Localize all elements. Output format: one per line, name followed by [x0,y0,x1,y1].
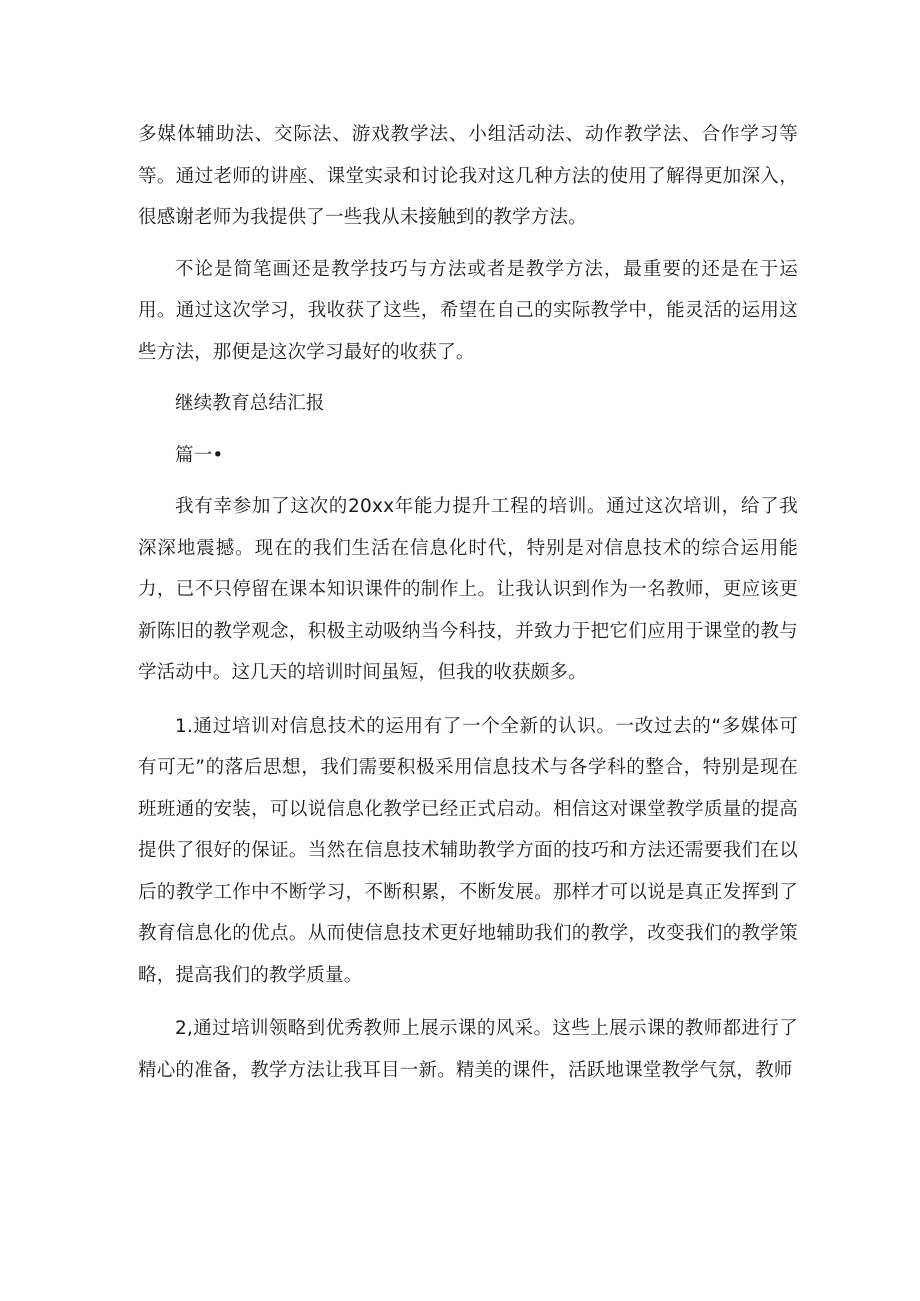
paragraph-training-intro: 我有幸参加了这次的20xx年能力提升工程的培训。通过这次培训，给了我深深地震撼。现在的我们生活在信息化时代，特别是对信息技术的综合运用能力，已不只停留在课本知识课件的制作上。让我认识到作为一名教师，更应该更新陈旧的教学观念，积极主动吸纳当今科技，并致力于把它们应用于课堂的教与学活动中。这几天的培训时间虽短，但我的收获颇多。 [138,496,798,683]
paragraph-methods-continued: 多媒体辅助法、交际法、游戏教学法、小组活动法、动作教学法、合作学习等等。通过老师的讲座、课堂实录和讨论我对这几种方法的使用了解得更加深入，很感谢老师为我提供了一些我从未接触到的教学方法。 [138,124,798,228]
paragraph-application: 不论是简笔画还是教学技巧与方法或者是教学方法，最重要的还是在于运用。通过这次学习，我收获了这些，希望在自己的实际教学中，能灵活的运用这些方法，那便是这次学习最好的收获了。 [138,258,798,363]
section-heading: 继续教育总结汇报 [175,393,325,414]
paragraph-point-1: 1.通过培训对信息技术的运用有了一个全新的认识。一改过去的“多媒体可有可无”的落后思想，我们需要积极采用信息技术与各学科的整合，特别是现在班班通的安装，可以说信息化教学已经正式启动。相信这对课堂教学质量的提高提供了很好的保证。当然在信息技术辅助教学方面的技巧和方法还需要我们在以后的教学工作中不断学习，不断积累，不断发展。那样才可以说是真正发挥到了教育信息化的优点。从而使信息技术更好地辅助我们的教学，改变我们的教学策略，提高我们的教学质量。 [138,715,798,986]
chapter-label: 篇一• [175,444,224,466]
paragraph-point-2: 2,通过培训领略到优秀教师上展示课的风采。这些上展示课的教师都进行了精心的准备，教学方法让我耳目一新。精美的课件，活跃地课堂教学气氛，教师 [138,1018,798,1081]
document-body [138,114,798,1091]
